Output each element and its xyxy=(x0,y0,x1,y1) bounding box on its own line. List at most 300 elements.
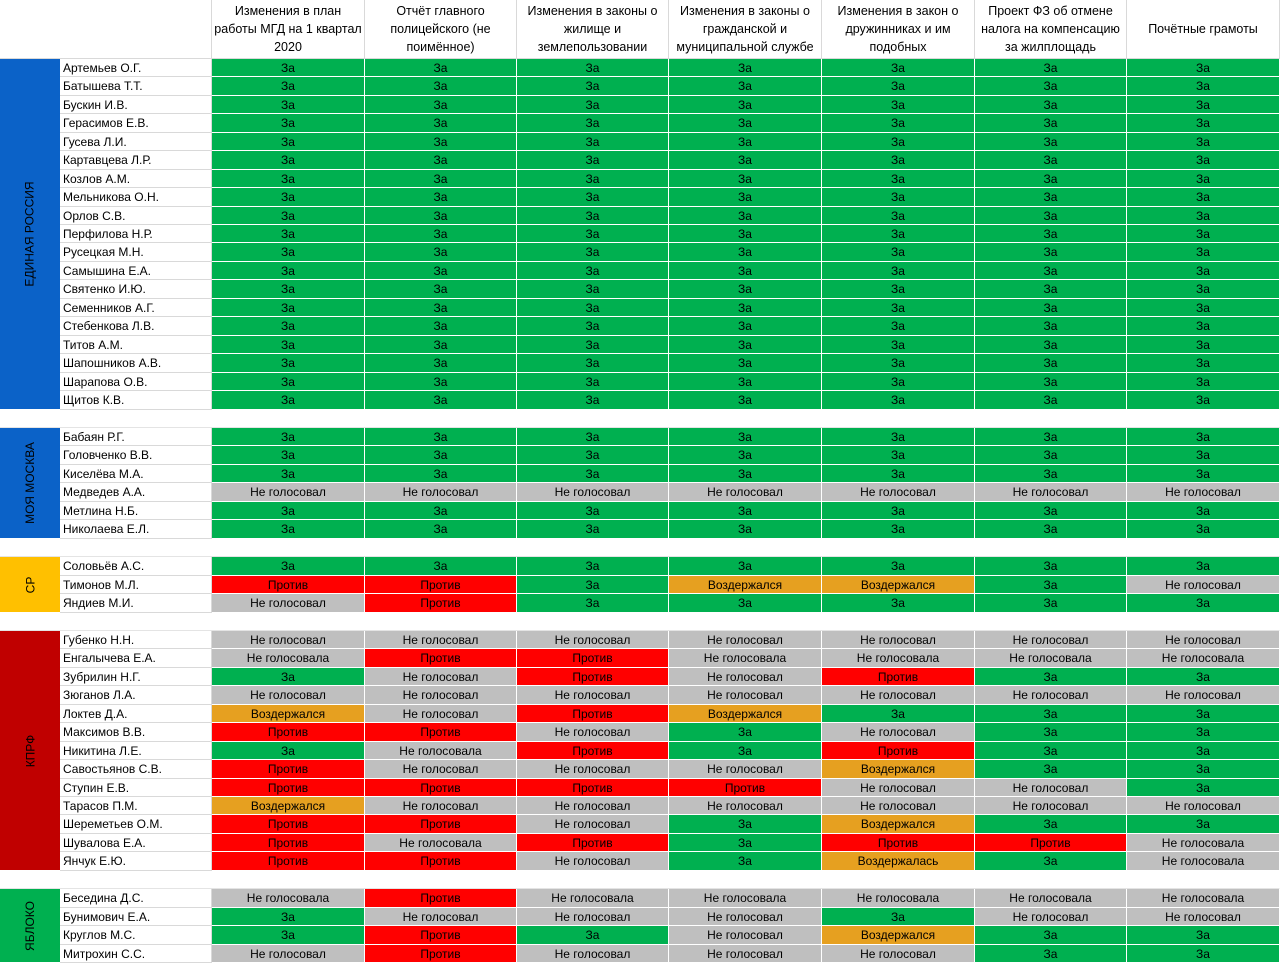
deputy-name: Соловьёв А.С. xyxy=(60,557,212,576)
vote-cell: За xyxy=(669,502,822,520)
deputy-name: Русецкая М.Н. xyxy=(60,243,212,262)
vote-cell: За xyxy=(365,170,517,188)
vote-cell: За xyxy=(669,557,822,576)
deputy-name: Картавцева Л.Р. xyxy=(60,151,212,170)
vote-cell: За xyxy=(365,151,517,170)
deputy-name: Головченко В.В. xyxy=(60,446,212,465)
vote-cell: Против xyxy=(365,945,517,963)
vote-cell: За xyxy=(517,114,669,133)
deputy-name: Киселёва М.А. xyxy=(60,465,212,483)
vote-cell: Не голосовал xyxy=(822,797,975,815)
vote-cell: За xyxy=(669,465,822,483)
vote-cell: За xyxy=(365,280,517,299)
vote-cell: За xyxy=(1127,373,1280,391)
vote-cell: За xyxy=(212,188,365,207)
vote-cell: За xyxy=(822,594,975,613)
vote-cell: За xyxy=(822,262,975,280)
vote-cell: За xyxy=(669,280,822,299)
vote-cell: За xyxy=(1127,945,1280,963)
vote-cell: За xyxy=(212,502,365,520)
vote-cell: Не голосовала xyxy=(1127,889,1280,908)
vote-cell: За xyxy=(975,446,1127,465)
vote-cell: Не голосовал xyxy=(517,631,669,649)
vote-cell: Против xyxy=(212,852,365,871)
deputy-name: Мельникова О.Н. xyxy=(60,188,212,207)
vote-cell: За xyxy=(212,114,365,133)
deputy-name: Медведев А.А. xyxy=(60,483,212,502)
vote-cell: Против xyxy=(669,779,822,797)
vote-cell: За xyxy=(669,225,822,243)
vote-cell: За xyxy=(975,133,1127,151)
vote-cell: За xyxy=(669,834,822,852)
vote-cell: За xyxy=(365,262,517,280)
vote-cell: За xyxy=(669,207,822,225)
vote-cell: За xyxy=(975,428,1127,446)
deputy-name: Шувалова Е.А. xyxy=(60,834,212,852)
vote-cell: Воздержалась xyxy=(822,852,975,871)
vote-cell: Не голосовал xyxy=(975,779,1127,797)
vote-cell: Не голосовал xyxy=(1127,631,1280,649)
vote-cell: За xyxy=(365,428,517,446)
vote-cell: Против xyxy=(212,834,365,852)
deputy-name: Круглов М.С. xyxy=(60,926,212,945)
vote-cell: За xyxy=(212,133,365,151)
vote-cell: За xyxy=(365,207,517,225)
vote-cell: За xyxy=(517,280,669,299)
vote-cell: За xyxy=(669,815,822,834)
vote-cell: Воздержался xyxy=(822,576,975,594)
vote-cell: Не голосовал xyxy=(517,760,669,779)
vote-cell: Не голосовал xyxy=(517,686,669,705)
vote-cell: Не голосовал xyxy=(669,797,822,815)
deputy-name: Митрохин С.С. xyxy=(60,945,212,963)
vote-cell: За xyxy=(212,520,365,539)
party-separator xyxy=(0,539,1280,557)
vote-cell: За xyxy=(669,391,822,410)
vote-cell: Против xyxy=(822,834,975,852)
vote-cell: За xyxy=(822,465,975,483)
party-label xyxy=(0,889,60,963)
deputy-name: Артемьев О.Г. xyxy=(60,59,212,77)
party-separator xyxy=(0,410,1280,428)
vote-cell: Против xyxy=(517,834,669,852)
vote-cell: За xyxy=(517,133,669,151)
vote-cell: За xyxy=(822,114,975,133)
vote-cell: Не голосовала xyxy=(975,889,1127,908)
vote-cell: Не голосовала xyxy=(365,742,517,760)
vote-cell: Против xyxy=(517,668,669,686)
vote-cell: Против xyxy=(212,576,365,594)
vote-cell: За xyxy=(975,668,1127,686)
vote-cell: За xyxy=(365,317,517,336)
vote-cell: За xyxy=(212,262,365,280)
deputy-name: Шапошников А.В. xyxy=(60,354,212,373)
vote-cell: За xyxy=(669,59,822,77)
vote-cell: Не голосовал xyxy=(669,908,822,926)
vote-cell: За xyxy=(1127,557,1280,576)
vote-cell: За xyxy=(975,151,1127,170)
deputy-name: Орлов С.В. xyxy=(60,207,212,225)
vote-cell: За xyxy=(822,705,975,723)
vote-cell: За xyxy=(822,207,975,225)
party-name: МОЯ МОСКВА xyxy=(23,442,38,524)
vote-cell: Не голосовал xyxy=(822,686,975,705)
vote-cell: Не голосовал xyxy=(669,926,822,945)
vote-cell: За xyxy=(212,207,365,225)
vote-cell: За xyxy=(1127,133,1280,151)
vote-cell: За xyxy=(1127,926,1280,945)
vote-cell: За xyxy=(212,557,365,576)
vote-cell: Не голосовала xyxy=(975,649,1127,668)
vote-cell: Против xyxy=(822,742,975,760)
vote-cell: Против xyxy=(365,926,517,945)
deputy-name: Енгалычева Е.А. xyxy=(60,649,212,668)
vote-cell: Не голосовал xyxy=(517,908,669,926)
vote-cell: За xyxy=(1127,188,1280,207)
vote-cell: За xyxy=(517,225,669,243)
vote-cell: За xyxy=(365,557,517,576)
vote-cell: Не голосовала xyxy=(365,834,517,852)
vote-cell: Не голосовал xyxy=(212,686,365,705)
vote-cell: За xyxy=(212,280,365,299)
deputy-name: Стебенкова Л.В. xyxy=(60,317,212,336)
deputy-name: Перфилова Н.Р. xyxy=(60,225,212,243)
vote-cell: За xyxy=(212,668,365,686)
vote-cell: Против xyxy=(517,705,669,723)
vote-cell: За xyxy=(365,243,517,262)
vote-cell: За xyxy=(365,299,517,317)
vote-cell: За xyxy=(669,170,822,188)
vote-cell: За xyxy=(1127,502,1280,520)
vote-cell: За xyxy=(365,336,517,354)
vote-cell: Не голосовал xyxy=(517,483,669,502)
vote-cell: За xyxy=(822,243,975,262)
vote-cell: За xyxy=(822,170,975,188)
vote-cell: Против xyxy=(822,668,975,686)
deputy-name: Гусева Л.И. xyxy=(60,133,212,151)
vote-cell: За xyxy=(517,77,669,96)
vote-cell: За xyxy=(212,926,365,945)
vote-cell: За xyxy=(212,908,365,926)
deputy-name: Зюганов Л.А. xyxy=(60,686,212,705)
vote-cell: За xyxy=(822,908,975,926)
vote-cell: За xyxy=(1127,299,1280,317)
vote-cell: За xyxy=(822,502,975,520)
vote-cell: За xyxy=(517,465,669,483)
vote-cell: Не голосовал xyxy=(517,797,669,815)
vote-cell: За xyxy=(212,354,365,373)
vote-cell: За xyxy=(975,188,1127,207)
vote-cell: За xyxy=(212,299,365,317)
deputy-name: Батышева Т.Т. xyxy=(60,77,212,96)
deputy-name: Тарасов П.М. xyxy=(60,797,212,815)
vote-cell: За xyxy=(1127,354,1280,373)
vote-cell: Воздержался xyxy=(822,815,975,834)
vote-cell: За xyxy=(975,280,1127,299)
vote-cell: Не голосовал xyxy=(1127,797,1280,815)
deputy-name: Зубрилин Н.Г. xyxy=(60,668,212,686)
vote-cell: За xyxy=(1127,391,1280,410)
vote-cell: Не голосовала xyxy=(1127,834,1280,852)
vote-cell: Против xyxy=(517,742,669,760)
vote-cell: За xyxy=(975,557,1127,576)
vote-cell: Против xyxy=(975,834,1127,852)
vote-cell: За xyxy=(517,170,669,188)
vote-cell: За xyxy=(1127,668,1280,686)
vote-cell: Не голосовал xyxy=(212,631,365,649)
deputy-name: Метлина Н.Б. xyxy=(60,502,212,520)
party-label xyxy=(0,59,60,410)
vote-cell: За xyxy=(822,520,975,539)
vote-cell: За xyxy=(212,742,365,760)
vote-cell: За xyxy=(1127,465,1280,483)
vote-cell: Не голосовала xyxy=(212,889,365,908)
vote-cell: За xyxy=(212,243,365,262)
deputy-name: Тимонов М.Л. xyxy=(60,576,212,594)
vote-cell: За xyxy=(975,299,1127,317)
vote-cell: За xyxy=(669,594,822,613)
vote-cell: За xyxy=(365,225,517,243)
deputy-name: Бунимович Е.А. xyxy=(60,908,212,926)
vote-cell: Воздержался xyxy=(212,797,365,815)
vote-cell: Не голосовал xyxy=(1127,483,1280,502)
vote-cell: За xyxy=(517,96,669,114)
vote-cell: Не голосовал xyxy=(365,705,517,723)
vote-cell: Против xyxy=(212,815,365,834)
party-name: ЕДИНАЯ РОССИЯ xyxy=(23,181,37,287)
vote-cell: За xyxy=(975,465,1127,483)
vote-cell: За xyxy=(975,742,1127,760)
column-header: Изменения в план работы МГД на 1 квартал 2020 xyxy=(212,0,365,59)
vote-cell: За xyxy=(669,852,822,871)
vote-cell: Против xyxy=(517,779,669,797)
vote-cell: За xyxy=(365,96,517,114)
vote-cell: За xyxy=(517,446,669,465)
vote-cell: За xyxy=(822,391,975,410)
deputy-name: Николаева Е.Л. xyxy=(60,520,212,539)
column-header: Изменения в законы о жилище и землепользовании xyxy=(517,0,669,59)
vote-cell: За xyxy=(212,336,365,354)
vote-cell: За xyxy=(517,926,669,945)
vote-cell: Не голосовал xyxy=(365,686,517,705)
deputy-name: Локтев Д.А. xyxy=(60,705,212,723)
party-label xyxy=(0,557,60,613)
vote-cell: Воздержался xyxy=(212,705,365,723)
vote-cell: Против xyxy=(212,779,365,797)
vote-cell: Против xyxy=(517,649,669,668)
vote-cell: За xyxy=(1127,760,1280,779)
vote-cell: За xyxy=(822,59,975,77)
vote-cell: За xyxy=(975,336,1127,354)
vote-cell: Не голосовал xyxy=(822,779,975,797)
vote-cell: За xyxy=(975,243,1127,262)
vote-cell: За xyxy=(822,557,975,576)
vote-cell: За xyxy=(669,354,822,373)
vote-cell: Не голосовал xyxy=(517,723,669,742)
vote-cell: Против xyxy=(212,723,365,742)
vote-cell: За xyxy=(1127,77,1280,96)
vote-cell: Не голосовал xyxy=(212,945,365,963)
vote-cell: Не голосовал xyxy=(975,686,1127,705)
vote-cell: Не голосовал xyxy=(365,631,517,649)
vote-cell: За xyxy=(1127,114,1280,133)
vote-cell: За xyxy=(1127,207,1280,225)
vote-cell: За xyxy=(975,815,1127,834)
deputy-name: Беседина Д.С. xyxy=(60,889,212,908)
vote-cell: За xyxy=(517,373,669,391)
vote-cell: Не голосовал xyxy=(822,631,975,649)
vote-cell: За xyxy=(975,354,1127,373)
vote-cell: За xyxy=(212,225,365,243)
deputy-name: Семенников А.Г. xyxy=(60,299,212,317)
deputy-name: Шереметьев О.М. xyxy=(60,815,212,834)
vote-cell: Против xyxy=(365,723,517,742)
vote-cell: Воздержался xyxy=(669,705,822,723)
vote-cell: Против xyxy=(212,760,365,779)
column-header: Почётные грамоты xyxy=(1127,0,1280,59)
vote-cell: За xyxy=(975,96,1127,114)
vote-cell: Не голосовал xyxy=(822,483,975,502)
vote-cell: Не голосовал xyxy=(669,483,822,502)
vote-cell: Не голосовал xyxy=(365,668,517,686)
vote-cell: Не голосовала xyxy=(669,889,822,908)
deputy-name: Самышина Е.А. xyxy=(60,262,212,280)
vote-cell: За xyxy=(212,59,365,77)
vote-cell: За xyxy=(365,114,517,133)
vote-cell: За xyxy=(975,373,1127,391)
vote-cell: Против xyxy=(365,889,517,908)
vote-cell: За xyxy=(975,760,1127,779)
deputy-name: Бускин И.В. xyxy=(60,96,212,114)
vote-cell: Воздержался xyxy=(822,760,975,779)
vote-cell: За xyxy=(365,520,517,539)
vote-cell: За xyxy=(669,317,822,336)
deputy-name: Ступин Е.В. xyxy=(60,779,212,797)
vote-cell: За xyxy=(822,151,975,170)
deputy-name: Щитов К.В. xyxy=(60,391,212,410)
vote-cell: За xyxy=(517,243,669,262)
vote-cell: За xyxy=(822,225,975,243)
vote-cell: Против xyxy=(365,649,517,668)
vote-cell: За xyxy=(1127,815,1280,834)
column-header: Изменения в законы о гражданской и муниципальной службе xyxy=(669,0,822,59)
vote-cell: За xyxy=(1127,723,1280,742)
vote-cell: За xyxy=(517,151,669,170)
vote-cell: За xyxy=(517,262,669,280)
vote-cell: Не голосовал xyxy=(669,668,822,686)
vote-cell: За xyxy=(669,77,822,96)
vote-cell: Против xyxy=(365,852,517,871)
vote-cell: За xyxy=(669,336,822,354)
vote-cell: Против xyxy=(365,594,517,613)
vote-cell: За xyxy=(975,576,1127,594)
vote-cell: За xyxy=(212,96,365,114)
header-corner xyxy=(0,0,212,59)
vote-cell: Не голосовал xyxy=(365,797,517,815)
vote-cell: Не голосовал xyxy=(517,945,669,963)
vote-cell: За xyxy=(212,317,365,336)
vote-cell: Не голосовал xyxy=(212,483,365,502)
vote-cell: За xyxy=(975,502,1127,520)
deputy-name: Яндиев М.И. xyxy=(60,594,212,613)
vote-cell: За xyxy=(365,133,517,151)
vote-cell: Не голосовал xyxy=(669,760,822,779)
vote-cell: За xyxy=(669,723,822,742)
vote-cell: За xyxy=(975,170,1127,188)
vote-cell: За xyxy=(975,945,1127,963)
vote-cell: За xyxy=(1127,280,1280,299)
vote-cell: За xyxy=(212,151,365,170)
vote-cell: Не голосовал xyxy=(669,631,822,649)
vote-cell: За xyxy=(669,299,822,317)
vote-cell: За xyxy=(975,317,1127,336)
deputy-name: Святенко И.Ю. xyxy=(60,280,212,299)
vote-cell: За xyxy=(365,502,517,520)
vote-cell: За xyxy=(669,520,822,539)
vote-cell: За xyxy=(1127,151,1280,170)
vote-cell: За xyxy=(212,428,365,446)
deputy-name: Савостьянов С.В. xyxy=(60,760,212,779)
vote-cell: За xyxy=(365,465,517,483)
vote-cell: За xyxy=(212,373,365,391)
vote-cell: За xyxy=(517,336,669,354)
vote-cell: Против xyxy=(365,779,517,797)
vote-cell: За xyxy=(975,852,1127,871)
vote-cell: За xyxy=(669,133,822,151)
vote-cell: За xyxy=(517,557,669,576)
vote-cell: За xyxy=(669,742,822,760)
vote-cell: За xyxy=(1127,225,1280,243)
vote-cell: За xyxy=(1127,428,1280,446)
vote-cell: За xyxy=(365,354,517,373)
vote-cell: За xyxy=(517,299,669,317)
vote-cell: Не голосовала xyxy=(1127,852,1280,871)
vote-cell: За xyxy=(365,77,517,96)
deputy-name: Шарапова О.В. xyxy=(60,373,212,391)
party-name: ЯБЛОКО xyxy=(22,900,37,951)
party-name: КПРФ xyxy=(22,734,37,767)
vote-cell: За xyxy=(975,59,1127,77)
vote-cell: Не голосовал xyxy=(365,760,517,779)
vote-cell: За xyxy=(669,262,822,280)
deputy-name: Никитина Л.Е. xyxy=(60,742,212,760)
vote-cell: Не голосовал xyxy=(517,815,669,834)
deputy-name: Губенко Н.Н. xyxy=(60,631,212,649)
vote-cell: Не голосовал xyxy=(517,852,669,871)
vote-cell: За xyxy=(212,170,365,188)
vote-cell: За xyxy=(212,465,365,483)
vote-cell: Не голосовал xyxy=(365,483,517,502)
vote-cell: За xyxy=(365,188,517,207)
party-label xyxy=(0,428,60,539)
vote-cell: За xyxy=(669,151,822,170)
vote-cell: Не голосовал xyxy=(669,686,822,705)
vote-cell: За xyxy=(822,96,975,114)
vote-cell: За xyxy=(1127,446,1280,465)
vote-cell: За xyxy=(822,354,975,373)
vote-cell: За xyxy=(517,317,669,336)
vote-cell: За xyxy=(517,502,669,520)
vote-cell: За xyxy=(669,428,822,446)
vote-cell: Не голосовал xyxy=(975,631,1127,649)
vote-cell: Не голосовала xyxy=(517,889,669,908)
deputy-name: Янчук Е.Ю. xyxy=(60,852,212,871)
vote-cell: За xyxy=(975,723,1127,742)
vote-cell: Воздержался xyxy=(822,926,975,945)
vote-cell: За xyxy=(822,446,975,465)
vote-cell: За xyxy=(822,77,975,96)
deputy-name: Козлов А.М. xyxy=(60,170,212,188)
